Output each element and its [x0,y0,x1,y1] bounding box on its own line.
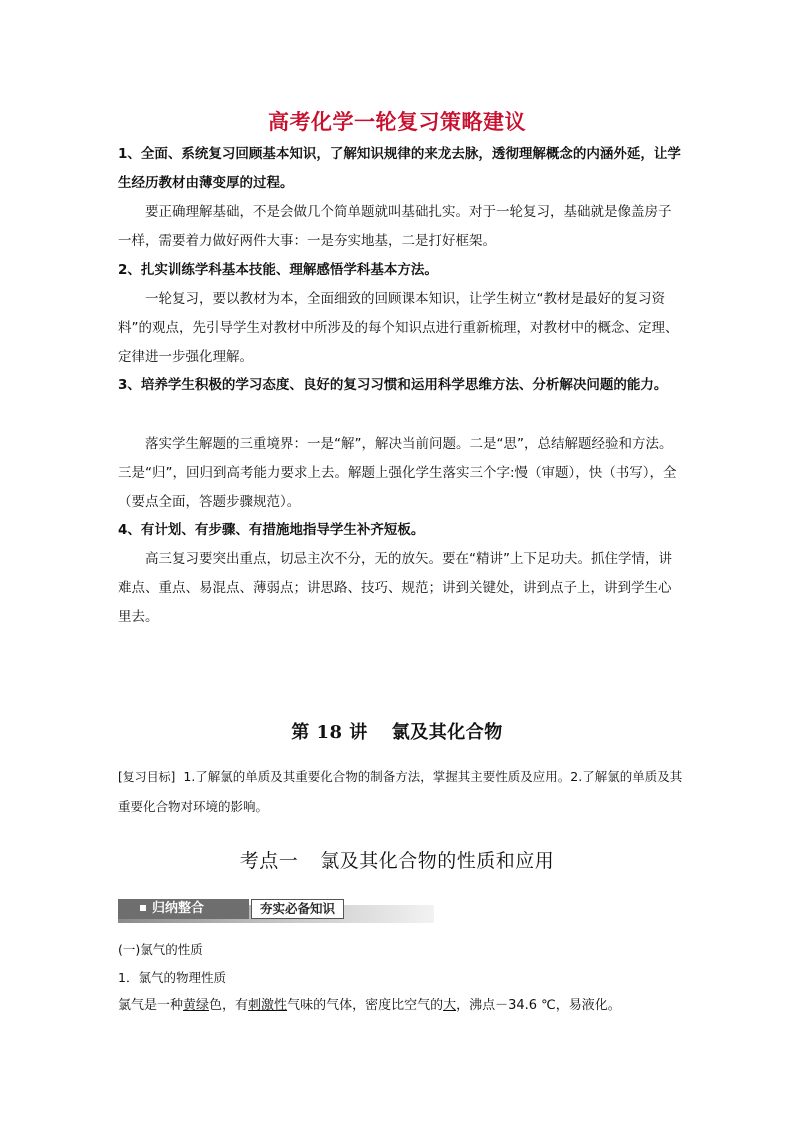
section-4-body: 高三复习要突出重点，切忌主次不分，无的放矢。要在“精讲”上下足功夫。抓住学情，讲难点、重点、易混点、薄弱点；讲思路、技巧、规范；讲到关键处，讲到点子上，讲到学生心里去。 [118,551,672,625]
lecture-topic: 氯及其化合物 [391,722,503,743]
section-banner [118,897,434,923]
section-2-body: 一轮复习，要以教材为本，全面细致的回顾课本知识，让学生树立“教材是最好的复习资料”的观点，先引导学生对教材中所涉及的每个知识点进行重新梳理，对教材中的概念、定理、定律进一步强化理解。 [118,291,679,365]
banner-left-label: 归纳整合 [152,901,205,916]
section-2-heading: 2、扎实训练学科基本技能、理解感悟学科基本方法。 [118,262,438,278]
square-bullet-icon [140,905,146,911]
section-4-heading: 4、有计划、有步骤、有措施地指导学生补齐短板。 [118,522,425,538]
banner-left [118,899,249,919]
section-3-body: 落实学生解题的三重境界：一是“解”，解决当前问题。二是“思”，总结解题经验和方法。三是“归”，回归到高考能力要求上去。解题上强化学生落实三个字:慢（审题），快（书写），全（要点全面，答题步骤规范）。 [118,436,677,510]
review-goal [118,762,684,821]
answer-density: 大 [443,998,457,1013]
key-point-heading [0,846,794,873]
text-fragment: 氯气是一种 [118,998,184,1013]
lecture-heading [0,718,794,744]
text-fragment: ，沸点－34.6 ℃，易液化。 [456,998,621,1013]
physical-properties-text [118,996,621,1016]
page-title: 高考化学一轮复习策略建议 [268,110,526,134]
lecture-number: 第 18 讲 [291,722,368,743]
subsection-title: (一)氯气的性质 [118,942,203,957]
text-fragment: 气味的气体，密度比空气的 [287,998,444,1013]
section-3-heading: 3、培养学生积极的学习态度、良好的复习习惯和运用科学思维方法、分析解决问题的能力。 [118,377,668,393]
text-fragment: 色，有 [209,998,249,1013]
answer-smell: 刺激性 [248,998,288,1013]
section-1-heading: 1、全面、系统复习回顾基本知识，了解知识规律的来龙去脉，透彻理解概念的内涵外延，让学生经历教材由薄变厚的过程。 [118,146,681,191]
section-1-body: 要正确理解基础，不是会做几个简单题就叫基础扎实。对于一轮复习，基础就是像盖房子一样，需要着力做好两件大事：一是夯实地基，二是打好框架。 [118,204,672,249]
banner-right: 夯实必备知识 [251,899,344,919]
key-point-title: 氯及其化合物的性质和应用 [320,850,555,872]
answer-color: 黄绿 [183,998,210,1013]
key-point-label: 考点一 [239,850,299,872]
item-1-title: 1．氯气的物理性质 [118,970,226,985]
review-goal-tag: [复习目标] [118,770,176,784]
review-goal-text: 1.了解氯的单质及其重要化合物的制备方法，掌握其主要性质及应用。2.了解氯的单质及其重要化合物对环境的影响。 [118,769,683,814]
